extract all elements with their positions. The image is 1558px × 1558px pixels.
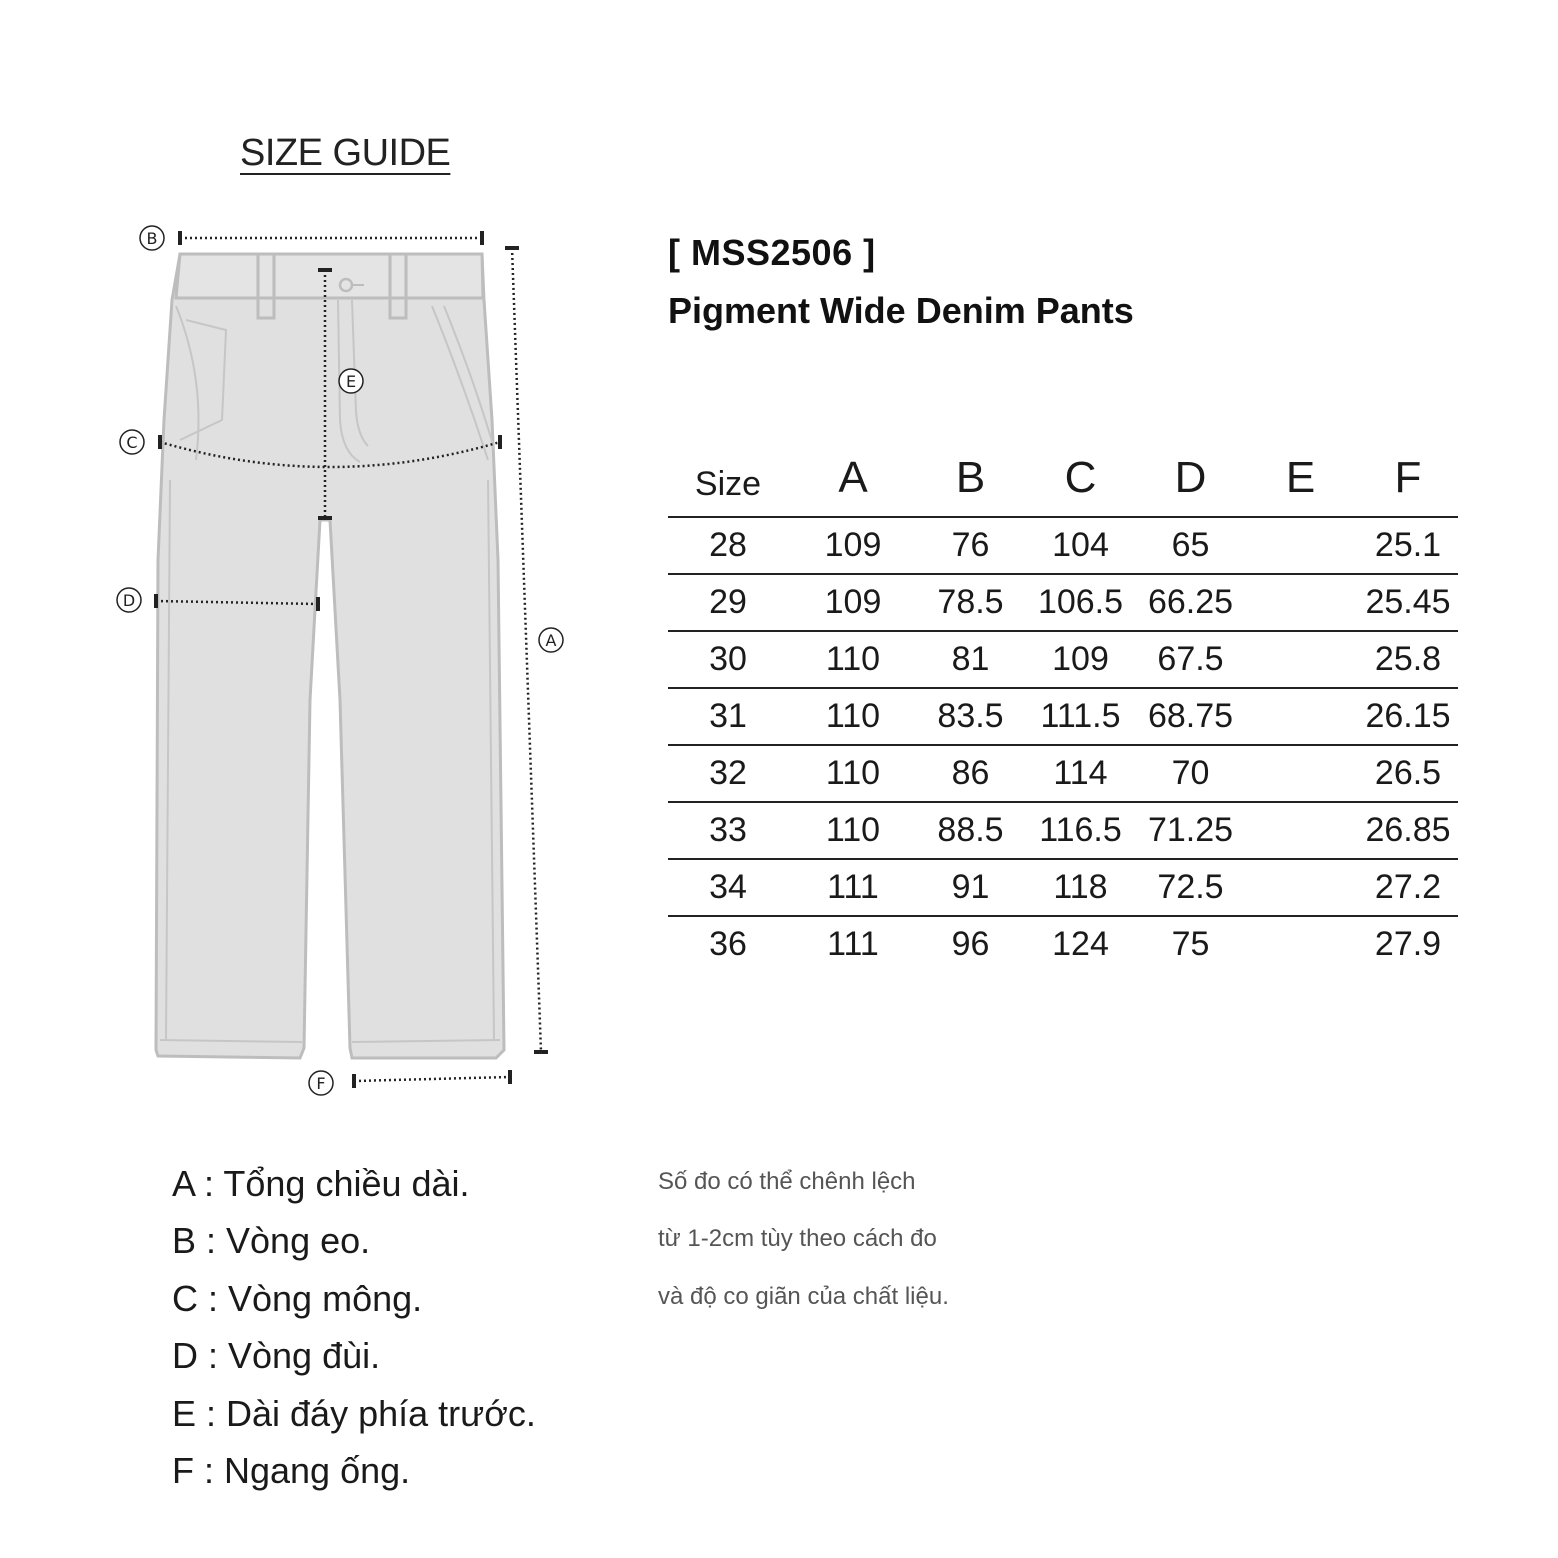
cell-b: 86 <box>918 745 1023 802</box>
header-d: D <box>1138 440 1243 517</box>
cell-e <box>1243 631 1358 688</box>
measure-b <box>140 226 482 250</box>
cell-c: 104 <box>1023 517 1138 574</box>
table-row <box>668 517 1458 574</box>
table-row <box>668 688 1458 745</box>
cell-b: 91 <box>918 859 1023 916</box>
cell-e <box>1243 859 1358 916</box>
cell-a: 109 <box>788 517 918 574</box>
note-line: Số đo có thể chênh lệch <box>658 1168 916 1195</box>
cell-c: 114 <box>1023 745 1138 802</box>
legend-item: E : Dài đáy phía trước. <box>172 1392 536 1434</box>
header-e: E <box>1243 440 1358 517</box>
cell-d: 67.5 <box>1138 631 1243 688</box>
note-line: và độ co giãn của chất liệu. <box>658 1282 949 1310</box>
cell-f: 25.8 <box>1358 631 1458 688</box>
note-line: từ 1-2cm tùy theo cách đo <box>658 1225 937 1253</box>
legend-item: C : Vòng mông. <box>172 1277 423 1319</box>
cell-b: 96 <box>951 925 990 963</box>
header-c: C <box>1023 440 1138 517</box>
page-title: SIZE GUIDE <box>240 132 451 174</box>
table-row <box>668 745 1458 802</box>
cell-f: 27.2 <box>1358 859 1458 916</box>
label-d: D <box>122 591 136 610</box>
cell-a: 110 <box>788 745 918 802</box>
product-code: [ MSS2506 ] <box>668 232 876 273</box>
header-f: F <box>1358 440 1458 517</box>
cell-b: 76 <box>918 517 1023 574</box>
measurement-note <box>658 1160 949 1332</box>
cell-c: 111.5 <box>1023 688 1138 745</box>
cell-f: 26.85 <box>1358 802 1458 859</box>
measure-a <box>505 248 563 1052</box>
cell-b: 83.5 <box>918 688 1023 745</box>
cell-e <box>1243 517 1358 574</box>
cell-f: 26.15 <box>1358 688 1458 745</box>
cell-e <box>1243 802 1358 859</box>
cell-size: 32 <box>668 745 788 802</box>
cell-c: 118 <box>1023 859 1138 916</box>
cell-d: 72.5 <box>1138 859 1243 916</box>
size-table <box>668 440 1458 972</box>
cell-a: 110 <box>788 688 918 745</box>
cell-a: 111 <box>788 859 918 916</box>
measurement-legend <box>172 1158 536 1502</box>
cell-f: 27.9 <box>1374 925 1442 963</box>
legend-item: F : Ngang ống. <box>172 1449 411 1491</box>
cell-c: 116.5 <box>1023 802 1138 859</box>
cell-b: 78.5 <box>918 574 1023 631</box>
label-e: E <box>345 372 357 391</box>
cell-f: 25.1 <box>1358 517 1458 574</box>
cell-e <box>1243 574 1358 631</box>
label-b: B <box>146 229 158 248</box>
legend-item: D : Vòng đùi. <box>172 1335 381 1377</box>
cell-size: 34 <box>668 859 788 916</box>
cell-c: 109 <box>1023 631 1138 688</box>
table-row <box>668 859 1458 916</box>
cell-c: 124 <box>1052 925 1109 963</box>
cell-size: 30 <box>668 631 788 688</box>
header-a: A <box>788 440 918 517</box>
measure-f <box>309 1070 510 1095</box>
cell-size: 31 <box>668 688 788 745</box>
header-size: Size <box>668 440 788 517</box>
cell-e <box>1243 916 1358 972</box>
table-row <box>668 916 1458 972</box>
cell-a: 110 <box>788 802 918 859</box>
cell-d: 66.25 <box>1138 574 1243 631</box>
cell-size: 36 <box>709 925 747 963</box>
cell-a: 111 <box>827 925 879 963</box>
legend-item: B : Vòng eo. <box>172 1220 371 1262</box>
cell-e <box>1243 688 1358 745</box>
size-table-body <box>668 517 1458 972</box>
pants-icon <box>156 254 504 1058</box>
cell-a: 109 <box>788 574 918 631</box>
pants-diagram <box>0 0 640 1120</box>
product-name: Pigment Wide Denim Pants <box>668 290 1134 331</box>
table-row <box>668 802 1458 859</box>
label-c: C <box>126 433 138 452</box>
cell-a: 110 <box>788 631 918 688</box>
label-f: F <box>316 1074 326 1093</box>
table-row <box>668 631 1458 688</box>
cell-d: 68.75 <box>1138 688 1243 745</box>
cell-e <box>1243 745 1358 802</box>
header-b: B <box>918 440 1023 517</box>
cell-d: 71.25 <box>1138 802 1243 859</box>
cell-d: 70 <box>1138 745 1243 802</box>
table-header-row <box>668 440 1458 517</box>
cell-f: 25.45 <box>1358 574 1458 631</box>
cell-size: 33 <box>668 802 788 859</box>
label-a: A <box>545 631 557 650</box>
cell-f: 26.5 <box>1358 745 1458 802</box>
cell-d: 75 <box>1171 925 1210 963</box>
cell-d: 65 <box>1138 517 1243 574</box>
cell-c: 106.5 <box>1023 574 1138 631</box>
cell-b: 88.5 <box>918 802 1023 859</box>
legend-item: A : Tổng chiều dài. <box>172 1163 470 1204</box>
table-row <box>668 574 1458 631</box>
cell-b: 81 <box>918 631 1023 688</box>
cell-size: 28 <box>668 517 788 574</box>
cell-size: 29 <box>668 574 788 631</box>
